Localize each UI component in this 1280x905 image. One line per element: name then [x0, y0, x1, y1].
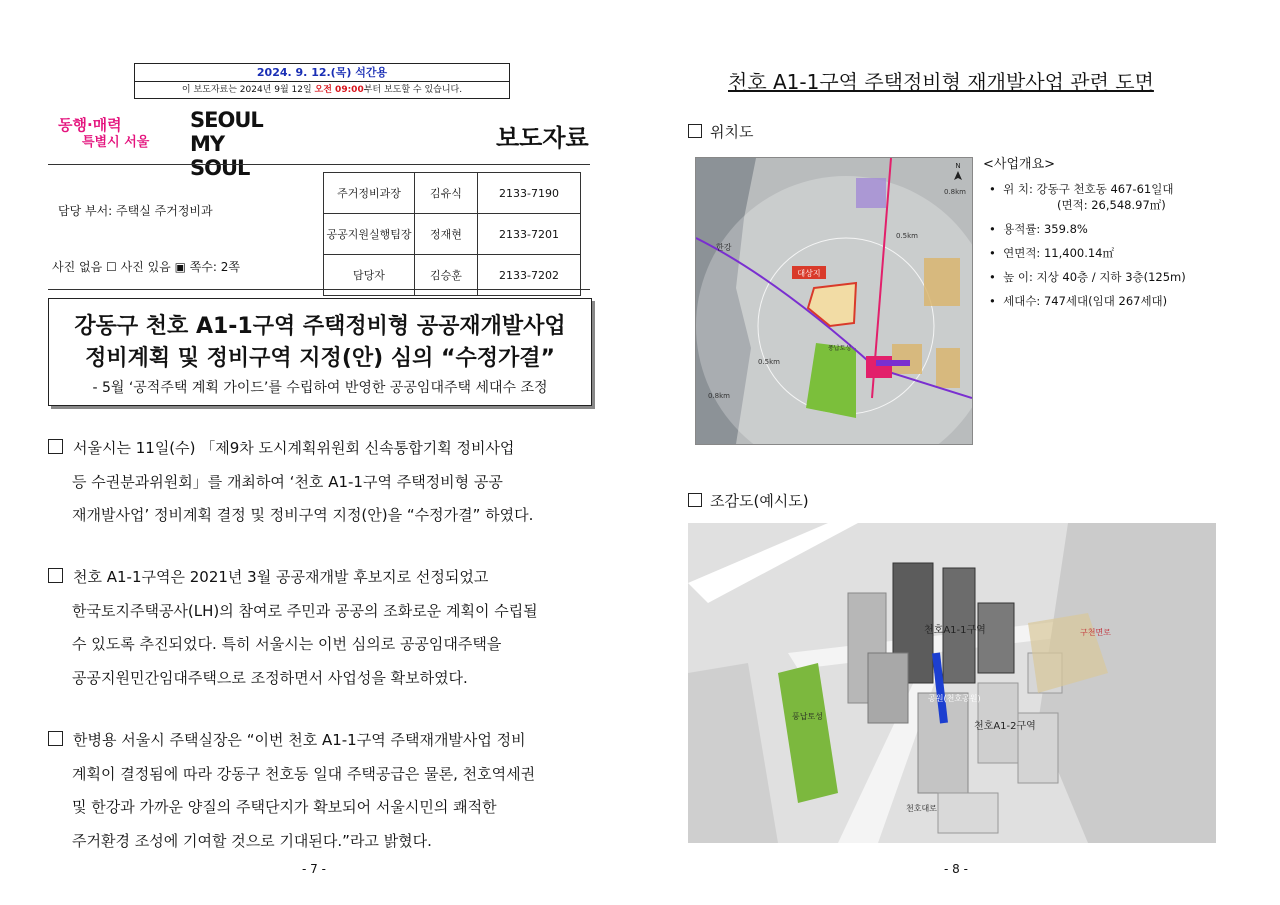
divider [48, 164, 590, 165]
headline-box [48, 298, 592, 406]
table-row [324, 173, 581, 214]
bird-label: 공원(천호공원) [928, 694, 981, 703]
bird-label: 풍납토성 [792, 712, 823, 721]
contact-phone: 2133-7201 [478, 214, 581, 255]
seoul-my-soul-logo: SEOUL MY SOUL [190, 108, 263, 180]
contact-role: 주거정비과장 [324, 173, 415, 214]
contact-phone: 2133-7202 [478, 255, 581, 296]
department: 담당 부서: 주택실 주거정비과 [58, 204, 213, 218]
location-map [695, 157, 973, 445]
page-title: 천호 A1-1구역 주택정비형 재개발사업 관련 도면 [728, 70, 1154, 94]
release-date: 2024. 9. 12.(목) 석간용 [135, 64, 509, 82]
overview-item: • 높 이: 지상 40층 / 지하 3층(125m) [989, 270, 1186, 284]
map-label: 0.5km [896, 232, 919, 240]
paragraph: 한병용 서울시 주택실장은 “이번 천호 A1-1구역 주택재개발사업 정비 계획이 결정됨에 따라 강동구 천호동 일대 주택공급은 물론, 천호역세권 및 한강과 가까운 양질의 주택단지가 확보되어 서울시민의 쾌적한 주거환경 조성에 기여할 것으로 기대된다.”라고 밝혔다. [48, 724, 594, 858]
release-note: 이 보도자료는 2024년 9월 12일 오전 09:00부터 보도할 수 있습니다. [181, 85, 463, 95]
north-arrow-label: N [955, 162, 961, 170]
divider [48, 289, 590, 290]
headline: 정비계획 및 정비구역 지정(안) 심의 “수정가결” [85, 346, 555, 371]
section-heading: 위치도 [688, 121, 753, 142]
press-release-label: 보도자료 [496, 124, 589, 152]
birdseye-rendering [688, 523, 1216, 843]
checkbox-bullet [48, 731, 63, 746]
table-row [324, 214, 581, 255]
map-label: 풍납토성 [828, 345, 852, 352]
headline: 강동구 천호 A1-1구역 주택정비형 공공재개발사업 [74, 314, 566, 339]
overview-area: (면적: 26,548.97㎡) [1057, 198, 1166, 212]
bird-label: 천호대로 [906, 804, 937, 813]
page-number: - 8 - [944, 862, 968, 876]
release-box [134, 63, 510, 99]
map-target-label: 대상지 [797, 269, 821, 278]
checkbox-bullet [48, 568, 63, 583]
page-number: - 7 - [302, 862, 326, 876]
contact-name: 김승훈 [415, 255, 478, 296]
bird-label: 천호A1-1구역 [924, 625, 986, 636]
paragraph: 천호 A1-1구역은 2021년 3월 공공재개발 후보지로 선정되었고 한국토지주택공사(LH)의 참여로 주민과 공공의 조화로운 계획이 수립될 수 있도록 추진되었다. 특히 서울시는 이번 심의로 공공임대주택을 공공지원민간임대주택으로 조정하면서 사업성을 확보하였다. [48, 561, 594, 695]
section-heading: 조감도(예시도) [688, 490, 809, 511]
project-overview [983, 152, 1186, 313]
map-label: 0.8km [944, 188, 967, 196]
paragraph: 서울시는 11일(수) 「제9차 도시계획위원회 신속통합기획 정비사업 등 수권분과위원회」를 개최하여 ‘천호 A1-1구역 주택정비형 공공 재개발사업’ 정비계획 결정 및 정비구역 지정(안)을 “수정가결” 하였다. [48, 432, 594, 533]
contact-table [323, 172, 581, 296]
overview-item: • 연면적: 11,400.14㎡ [989, 246, 1114, 260]
overview-item: • 위 치: 강동구 천호동 467-61일대 [989, 182, 1174, 196]
birdseye-graphic [688, 523, 1216, 843]
photo-options: 사진 없음 ☐ 사진 있음 ▣ 쪽수: 2쪽 [52, 260, 240, 274]
bird-label: 천호A1-2구역 [974, 721, 1036, 732]
subheadline: - 5월 ‘공적주택 계획 가이드’를 수립하여 반영한 공공임대주택 세대수 조정 [92, 380, 548, 396]
checkbox-bullet [688, 493, 702, 507]
map-label: 0.8km [708, 392, 731, 400]
overview-title: <사업개요> [983, 157, 1056, 172]
checkbox-bullet [48, 439, 63, 454]
contact-name: 정재현 [415, 214, 478, 255]
contact-role: 담당자 [324, 255, 415, 296]
map-label: 0.5km [758, 358, 781, 366]
overview-item: • 세대수: 747세대(임대 267세대) [989, 294, 1168, 308]
overview-item: • 용적률: 359.8% [989, 222, 1088, 236]
contact-name: 김유식 [415, 173, 478, 214]
contact-role: 공공지원실행팀장 [324, 214, 415, 255]
contact-phone: 2133-7190 [478, 173, 581, 214]
map-graphic [696, 158, 972, 444]
bird-label: 구천면로 [1080, 628, 1111, 637]
checkbox-bullet [688, 124, 702, 138]
map-label: 한강 [716, 243, 732, 252]
seoul-companion-logo: 동행·매력 특별시 서울 [58, 116, 150, 150]
